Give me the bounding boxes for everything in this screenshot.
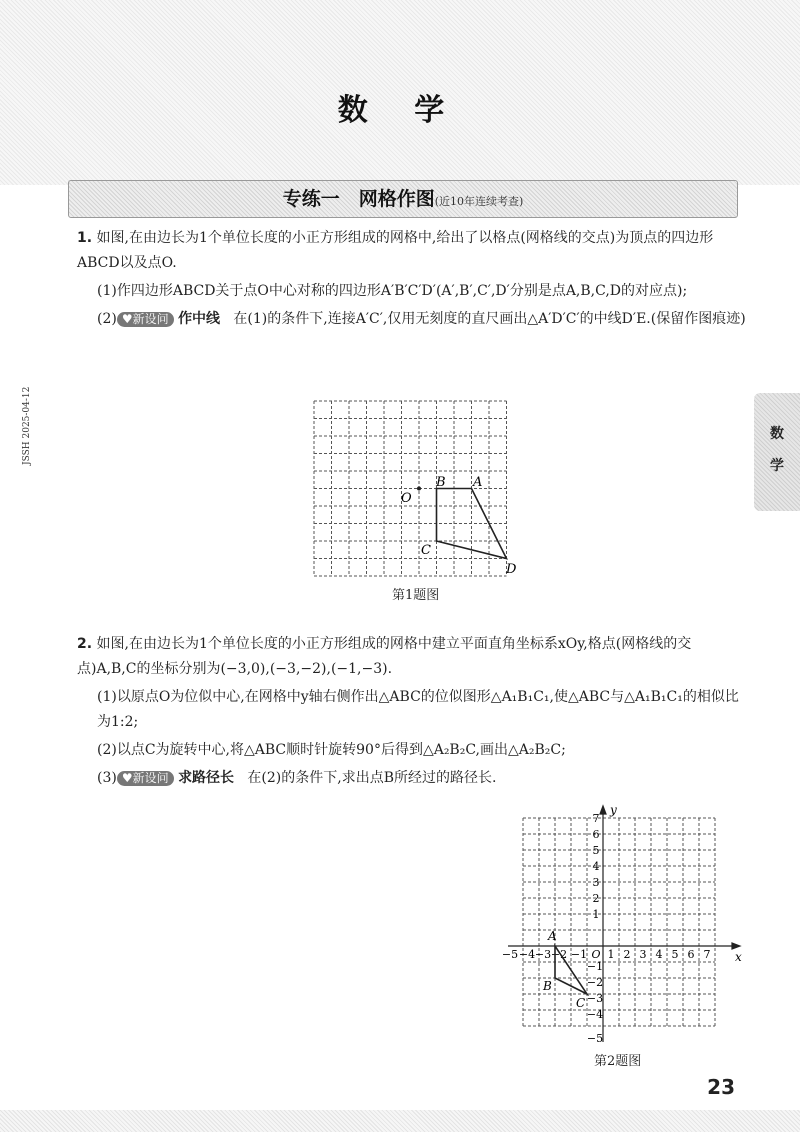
- new-question-badge: ♥新设问: [117, 312, 174, 327]
- x-tick-label: 3: [639, 948, 647, 961]
- print-stamp: JSSH 2025-04-12: [22, 386, 32, 465]
- x-tick-label: −3: [534, 948, 552, 961]
- x-tick-label: 6: [687, 948, 695, 961]
- y-axis-label: y: [610, 803, 617, 817]
- y-tick-label: −5: [586, 1032, 604, 1045]
- question-1: [77, 226, 747, 332]
- x-tick-label: −1: [570, 948, 588, 961]
- question-2: [77, 632, 747, 791]
- y-tick-label: −3: [586, 992, 604, 1005]
- q2-part2: (2)以点C为旋转中心,将△ABC顺时针旋转90°后得到△A₂B₂C,画出△A₂B₂C;: [97, 742, 566, 758]
- y-tick-label: −2: [586, 976, 604, 989]
- label-a: A: [548, 929, 557, 943]
- section-subtitle: (近10年连续考查): [434, 195, 524, 208]
- x-axis-label: x: [735, 950, 742, 964]
- q1-stem: 1. 如图,在由边长为1个单位长度的小正方形组成的网格中,给出了以格点(网格线的交点)为顶点的四边形ABCD以及点O.: [77, 230, 714, 271]
- label-c: C: [576, 996, 586, 1010]
- axes: [508, 806, 740, 1042]
- page-number: 23: [707, 1075, 735, 1099]
- point-o: [417, 487, 421, 491]
- new-question-badge: ♥新设问: [117, 771, 174, 786]
- section-banner: [68, 180, 738, 218]
- x-tick-label: −2: [550, 948, 568, 961]
- page-title: 数 学: [337, 93, 463, 128]
- q1-caption: 第1题图: [392, 588, 440, 603]
- x-tick-label: 5: [671, 948, 679, 961]
- footer-band: [0, 1110, 800, 1132]
- section-title: 专练一 网格作图: [282, 188, 435, 210]
- y-tick-label: 4: [592, 860, 600, 873]
- q2-coordinate-figure: [500, 800, 750, 1050]
- q1-grid-figure: [311, 398, 523, 583]
- q2-part1: (1)以原点O为位似中心,在网格中y轴右侧作出△ABC的位似图形△A₁B₁C₁,使△ABC与△A₁B₁C₁的相似比为1:2;: [97, 689, 739, 730]
- x-tick-label: 2: [623, 948, 631, 961]
- label-c: C: [421, 543, 431, 558]
- q1-number: 1.: [77, 230, 93, 246]
- q1-keyword: 作中线: [178, 311, 221, 327]
- y-tick-label: 7: [592, 812, 600, 825]
- label-d: D: [506, 562, 517, 577]
- label-b: B: [543, 979, 552, 993]
- x-tick-label: −5: [501, 948, 519, 961]
- label-a: A: [473, 475, 483, 490]
- x-tick-label: 4: [655, 948, 663, 961]
- side-tab-char-2: 学: [770, 458, 784, 474]
- q2-grid-lines: [523, 818, 715, 1026]
- y-tick-label: 2: [592, 892, 600, 905]
- q2-number: 2.: [77, 636, 93, 652]
- origin-label: O: [591, 948, 601, 961]
- x-tick-label: 1: [607, 948, 615, 961]
- side-tab-char-1: 数: [770, 426, 784, 442]
- label-b: B: [436, 475, 446, 490]
- q1-part2: (2) ♥新设问 作中线 在(1)的条件下,连接A′C′,仅用无刻度的直尺画出△A′D′C′的中线D′E.(保留作图痕迹): [97, 311, 746, 327]
- x-tick-label: −4: [518, 948, 536, 961]
- q2-keyword: 求路径长: [178, 770, 235, 786]
- q2-caption: 第2题图: [594, 1054, 642, 1069]
- y-tick-label: 3: [592, 876, 600, 889]
- label-o: O: [401, 491, 412, 506]
- y-tick-label: 1: [592, 908, 600, 921]
- subject-side-tab: [754, 393, 800, 511]
- q2-stem: 2. 如图,在由边长为1个单位长度的小正方形组成的网格中建立平面直角坐标系xOy,格点(网格线的交点)A,B,C的坐标分别为(−3,0),(−3,−2),(−1,−3).: [77, 636, 692, 677]
- y-tick-label: −1: [586, 960, 604, 973]
- x-tick-label: 7: [703, 948, 711, 961]
- y-tick-label: 6: [592, 828, 600, 841]
- q1-part1: (1)作四边形ABCD关于点O中心对称的四边形A′B′C′D′(A′,B′,C′,D′分别是点A,B,C,D的对应点);: [97, 283, 688, 299]
- y-tick-label: 5: [592, 844, 600, 857]
- q2-part3: (3) ♥新设问 求路径长 在(2)的条件下,求出点B所经过的路径长.: [97, 770, 497, 786]
- y-tick-label: −4: [586, 1008, 604, 1021]
